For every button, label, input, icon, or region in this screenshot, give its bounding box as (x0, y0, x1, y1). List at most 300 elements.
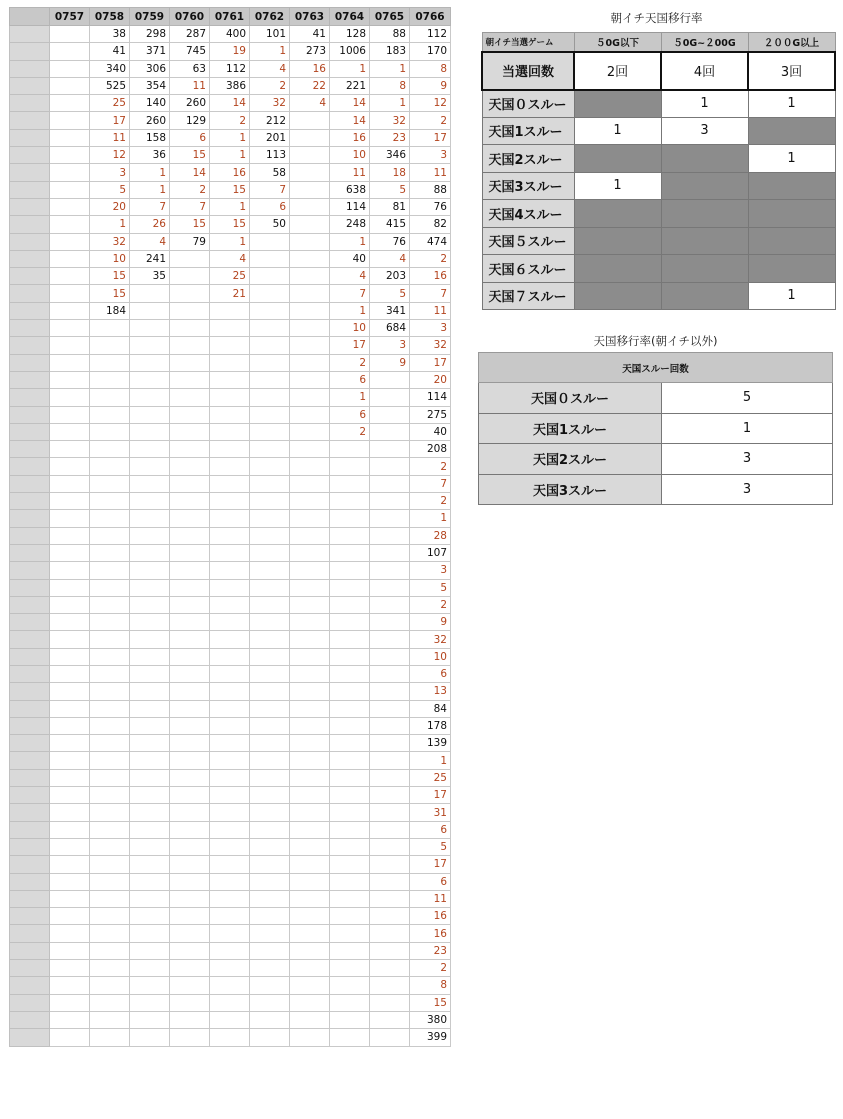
through-label: 天国５スルー (482, 227, 574, 255)
grid-cell (90, 354, 130, 371)
count-cell: 1 (661, 90, 748, 118)
grid-cell (90, 458, 130, 475)
grid-cell (250, 596, 290, 613)
table-row (10, 665, 451, 682)
row-header-cell (10, 354, 50, 371)
grid-cell (290, 700, 330, 717)
grid-cell: 399 (410, 1029, 451, 1046)
grid-cell (50, 769, 90, 786)
row-header-cell (10, 977, 50, 994)
grid-cell (290, 787, 330, 804)
grid-cell (130, 717, 170, 734)
grid-cell (250, 475, 290, 492)
grid-cell (170, 250, 210, 267)
grid-cell: 745 (170, 43, 210, 60)
grid-cell: 7 (170, 198, 210, 215)
grid-cell (290, 579, 330, 596)
grid-cell (250, 337, 290, 354)
grid-cell (170, 596, 210, 613)
grid-cell (170, 960, 210, 977)
grid-cell (370, 596, 410, 613)
grid-cell (370, 700, 410, 717)
grid-cell (330, 700, 370, 717)
row-header-cell (10, 493, 50, 510)
grid-cell (290, 683, 330, 700)
grid-cell (290, 389, 330, 406)
grid-cell (170, 562, 210, 579)
grid-cell (250, 890, 290, 907)
grid-cell: 14 (170, 164, 210, 181)
column-header: 0757 (50, 8, 90, 26)
grid-cell (90, 665, 130, 682)
grid-cell (130, 821, 170, 838)
grid-cell (50, 994, 90, 1011)
grid-cell (90, 423, 130, 440)
grid-cell (90, 821, 130, 838)
grid-cell (330, 665, 370, 682)
row-header-cell (10, 1011, 50, 1028)
row-header-cell (10, 181, 50, 198)
grid-cell: 32 (90, 233, 130, 250)
table-row (10, 994, 451, 1011)
grid-cell: 1 (210, 198, 250, 215)
grid-cell (50, 198, 90, 215)
grid-cell (290, 406, 330, 423)
grid-cell: 2 (210, 112, 250, 129)
grid-cell: 6 (410, 665, 451, 682)
grid-cell: 26 (130, 216, 170, 233)
grid-cell (370, 475, 410, 492)
grid-cell (370, 544, 410, 561)
through-label: 天国０スルー (482, 90, 574, 118)
row-header-cell (10, 838, 50, 855)
grid-cell: 638 (330, 181, 370, 198)
grid-cell (250, 942, 290, 959)
grid-cell: 2 (410, 112, 451, 129)
grid-cell: 5 (410, 838, 451, 855)
grid-cell (50, 700, 90, 717)
grid-cell (330, 752, 370, 769)
grid-cell: 4 (130, 233, 170, 250)
column-header: 0763 (290, 8, 330, 26)
grid-cell (50, 164, 90, 181)
grid-cell: 275 (410, 406, 451, 423)
grid-cell: 4 (330, 268, 370, 285)
grid-cell (250, 735, 290, 752)
grid-cell (90, 631, 130, 648)
grid-cell: 241 (130, 250, 170, 267)
table-row (10, 925, 451, 942)
grid-cell (250, 787, 290, 804)
row-header-cell (10, 320, 50, 337)
grid-cell (170, 648, 210, 665)
grid-cell: 16 (410, 908, 451, 925)
grid-cell (330, 960, 370, 977)
grid-cell (130, 752, 170, 769)
grid-cell: 81 (370, 198, 410, 215)
grid-cell (370, 960, 410, 977)
grid-cell (250, 925, 290, 942)
table-row (10, 389, 451, 406)
grid-cell (90, 735, 130, 752)
table-row (10, 1011, 451, 1028)
grid-cell (250, 960, 290, 977)
grid-cell (250, 977, 290, 994)
grid-cell: 4 (250, 60, 290, 77)
grid-cell (170, 406, 210, 423)
grid-cell: 3 (370, 337, 410, 354)
grid-cell (290, 596, 330, 613)
grid-cell: 1 (370, 95, 410, 112)
grid-cell (130, 562, 170, 579)
grid-cell (210, 337, 250, 354)
table-row (10, 147, 451, 164)
grid-cell (50, 320, 90, 337)
grid-cell (330, 856, 370, 873)
grid-cell: 4 (210, 250, 250, 267)
grid-cell: 15 (410, 994, 451, 1011)
grid-cell (370, 890, 410, 907)
grid-cell (170, 787, 210, 804)
grid-cell (250, 320, 290, 337)
grid-cell (90, 371, 130, 388)
grid-cell (250, 371, 290, 388)
grid-cell (130, 389, 170, 406)
grid-cell (50, 648, 90, 665)
nonmorning-header-row (479, 353, 833, 383)
table-row (10, 354, 451, 371)
grid-cell: 7 (330, 285, 370, 302)
grid-cell (90, 614, 130, 631)
grid-cell (130, 683, 170, 700)
grid-cell (130, 510, 170, 527)
grid-cell: 15 (170, 147, 210, 164)
column-header: 0765 (370, 8, 410, 26)
empty-cell (574, 145, 661, 173)
grid-cell: 17 (410, 129, 451, 146)
row-header-cell (10, 198, 50, 215)
grid-cell (250, 873, 290, 890)
grid-cell (50, 960, 90, 977)
grid-cell (330, 648, 370, 665)
row-header-cell (10, 147, 50, 164)
grid-cell (130, 285, 170, 302)
grid-cell (50, 95, 90, 112)
grid-cell: 1 (330, 302, 370, 319)
grid-cell (370, 977, 410, 994)
grid-cell (50, 735, 90, 752)
grid-cell (50, 804, 90, 821)
grid-cell (130, 648, 170, 665)
empty-cell (661, 255, 748, 283)
row-header-cell (10, 994, 50, 1011)
grid-cell (210, 493, 250, 510)
grid-cell: 38 (90, 26, 130, 43)
grid-cell (50, 787, 90, 804)
grid-cell (90, 441, 130, 458)
grid-cell (50, 233, 90, 250)
grid-cell (290, 994, 330, 1011)
grid-cell: 35 (130, 268, 170, 285)
count-cell: 1 (574, 117, 661, 145)
grid-cell (210, 631, 250, 648)
grid-cell (170, 510, 210, 527)
table-row (10, 43, 451, 60)
grid-cell (330, 614, 370, 631)
grid-cell: 6 (330, 371, 370, 388)
grid-cell: 15 (210, 216, 250, 233)
grid-cell (130, 700, 170, 717)
grid-cell (130, 614, 170, 631)
grid-cell (170, 769, 210, 786)
grid-cell (170, 614, 210, 631)
through-label: 天国７スルー (482, 282, 574, 310)
table-row (10, 717, 451, 734)
grid-cell (250, 752, 290, 769)
grid-cell (50, 112, 90, 129)
grid-cell: 8 (410, 60, 451, 77)
grid-cell: 114 (410, 389, 451, 406)
grid-cell: 5 (90, 181, 130, 198)
grid-cell: 23 (370, 129, 410, 146)
grid-cell: 273 (290, 43, 330, 60)
row-header-cell (10, 423, 50, 440)
grid-cell (250, 233, 290, 250)
grid-cell (50, 216, 90, 233)
grid-cell (50, 873, 90, 890)
grid-cell: 340 (90, 60, 130, 77)
grid-cell: 2 (330, 423, 370, 440)
history-grid (9, 7, 451, 1047)
table-row (10, 562, 451, 579)
grid-cell (370, 873, 410, 890)
grid-cell (90, 683, 130, 700)
grid-cell (90, 1011, 130, 1028)
grid-cell (290, 960, 330, 977)
grid-cell (250, 406, 290, 423)
grid-cell (210, 735, 250, 752)
count-cell: 1 (748, 282, 835, 310)
table-row (10, 821, 451, 838)
through-count: 3 (662, 444, 833, 475)
grid-cell (210, 302, 250, 319)
grid-cell: 10 (410, 648, 451, 665)
grid-cell: 139 (410, 735, 451, 752)
grid-cell (90, 320, 130, 337)
grid-body (10, 26, 451, 1047)
grid-cell (210, 700, 250, 717)
grid-cell (330, 475, 370, 492)
grid-cell (330, 579, 370, 596)
grid-cell (290, 942, 330, 959)
grid-cell (250, 527, 290, 544)
grid-cell: 15 (210, 181, 250, 198)
grid-cell (210, 371, 250, 388)
grid-cell (290, 181, 330, 198)
grid-cell (170, 458, 210, 475)
table-row (10, 302, 451, 319)
grid-cell: 15 (90, 285, 130, 302)
grid-cell (170, 285, 210, 302)
grid-cell (330, 890, 370, 907)
grid-cell (290, 458, 330, 475)
grid-cell (130, 337, 170, 354)
grid-cell (210, 458, 250, 475)
grid-cell (370, 856, 410, 873)
grid-cell: 13 (410, 683, 451, 700)
grid-cell (290, 510, 330, 527)
grid-cell: 21 (210, 285, 250, 302)
grid-cell: 15 (90, 268, 130, 285)
grid-cell (330, 458, 370, 475)
grid-cell (50, 596, 90, 613)
through-label: 天国1スルー (479, 413, 662, 444)
grid-cell (50, 925, 90, 942)
grid-cell (50, 614, 90, 631)
grid-cell (250, 1029, 290, 1046)
grid-cell (170, 994, 210, 1011)
grid-cell (170, 856, 210, 873)
table-row (10, 960, 451, 977)
transition-row (482, 255, 835, 283)
grid-cell (90, 942, 130, 959)
grid-cell (290, 112, 330, 129)
grid-cell: 17 (410, 787, 451, 804)
grid-cell: 474 (410, 233, 451, 250)
grid-cell: 14 (210, 95, 250, 112)
table-row (10, 475, 451, 492)
grid-cell (210, 423, 250, 440)
row-header-cell (10, 337, 50, 354)
grid-cell (290, 302, 330, 319)
grid-cell (250, 579, 290, 596)
grid-cell: 5 (410, 579, 451, 596)
grid-cell (50, 1029, 90, 1046)
grid-cell (170, 354, 210, 371)
grid-cell: 50 (250, 216, 290, 233)
grid-cell: 7 (130, 198, 170, 215)
grid-cell (170, 493, 210, 510)
grid-cell (90, 337, 130, 354)
grid-cell: 7 (410, 285, 451, 302)
grid-cell (250, 614, 290, 631)
grid-cell (50, 354, 90, 371)
grid-cell (330, 838, 370, 855)
grid-cell: 10 (330, 320, 370, 337)
grid-cell (290, 423, 330, 440)
grid-cell: 11 (90, 129, 130, 146)
grid-cell: 525 (90, 77, 130, 94)
grid-cell (210, 527, 250, 544)
grid-cell (210, 977, 250, 994)
grid-cell: 1 (130, 181, 170, 198)
grid-cell (210, 665, 250, 682)
grid-cell (290, 631, 330, 648)
grid-cell (130, 1011, 170, 1028)
grid-cell (90, 960, 130, 977)
grid-cell (170, 752, 210, 769)
grid-cell: 5 (370, 181, 410, 198)
grid-cell (50, 406, 90, 423)
table-row (10, 804, 451, 821)
grid-cell (290, 475, 330, 492)
grid-cell: 7 (250, 181, 290, 198)
empty-cell (748, 117, 835, 145)
grid-cell: 1 (130, 164, 170, 181)
grid-cell (170, 821, 210, 838)
grid-cell: 371 (130, 43, 170, 60)
grid-cell: 12 (410, 95, 451, 112)
grid-cell (290, 838, 330, 855)
grid-cell (90, 769, 130, 786)
win-count-value: 3回 (748, 52, 835, 90)
grid-cell (50, 43, 90, 60)
table-row (10, 683, 451, 700)
grid-cell (50, 683, 90, 700)
grid-cell (370, 683, 410, 700)
grid-cell (250, 665, 290, 682)
grid-cell (250, 838, 290, 855)
table-row (10, 631, 451, 648)
table-row (10, 977, 451, 994)
grid-cell (50, 389, 90, 406)
grid-cell (170, 268, 210, 285)
grid-cell (290, 804, 330, 821)
grid-cell (90, 406, 130, 423)
morning-header-cell: ２００G以上 (748, 33, 835, 52)
grid-cell (130, 1029, 170, 1046)
grid-cell: 1 (250, 43, 290, 60)
grid-cell (90, 510, 130, 527)
grid-cell (210, 908, 250, 925)
grid-cell: 3 (410, 562, 451, 579)
grid-cell: 2 (170, 181, 210, 198)
nonmorning-row (479, 383, 833, 414)
grid-cell (90, 648, 130, 665)
grid-cell: 41 (290, 26, 330, 43)
row-header-cell (10, 665, 50, 682)
row-header-cell (10, 510, 50, 527)
grid-cell (370, 665, 410, 682)
grid-cell (290, 856, 330, 873)
empty-cell (661, 282, 748, 310)
grid-cell: 158 (130, 129, 170, 146)
morning-header-cell: 朝イチ当選ゲーム (482, 33, 574, 52)
grid-cell (50, 250, 90, 267)
grid-cell: 8 (370, 77, 410, 94)
transition-row (482, 227, 835, 255)
grid-cell (50, 458, 90, 475)
transition-row (482, 282, 835, 310)
grid-cell (170, 665, 210, 682)
win-count-row (482, 52, 835, 90)
grid-cell (90, 804, 130, 821)
grid-cell (250, 856, 290, 873)
row-header-corner (10, 8, 50, 26)
grid-cell (210, 320, 250, 337)
grid-cell (170, 717, 210, 734)
through-label: 天国3スルー (482, 172, 574, 200)
table-row (10, 614, 451, 631)
grid-cell (90, 752, 130, 769)
grid-cell: 16 (330, 129, 370, 146)
grid-cell (290, 527, 330, 544)
table-row (10, 337, 451, 354)
grid-cell (210, 562, 250, 579)
table-row (10, 181, 451, 198)
grid-cell: 170 (410, 43, 451, 60)
grid-cell (250, 908, 290, 925)
